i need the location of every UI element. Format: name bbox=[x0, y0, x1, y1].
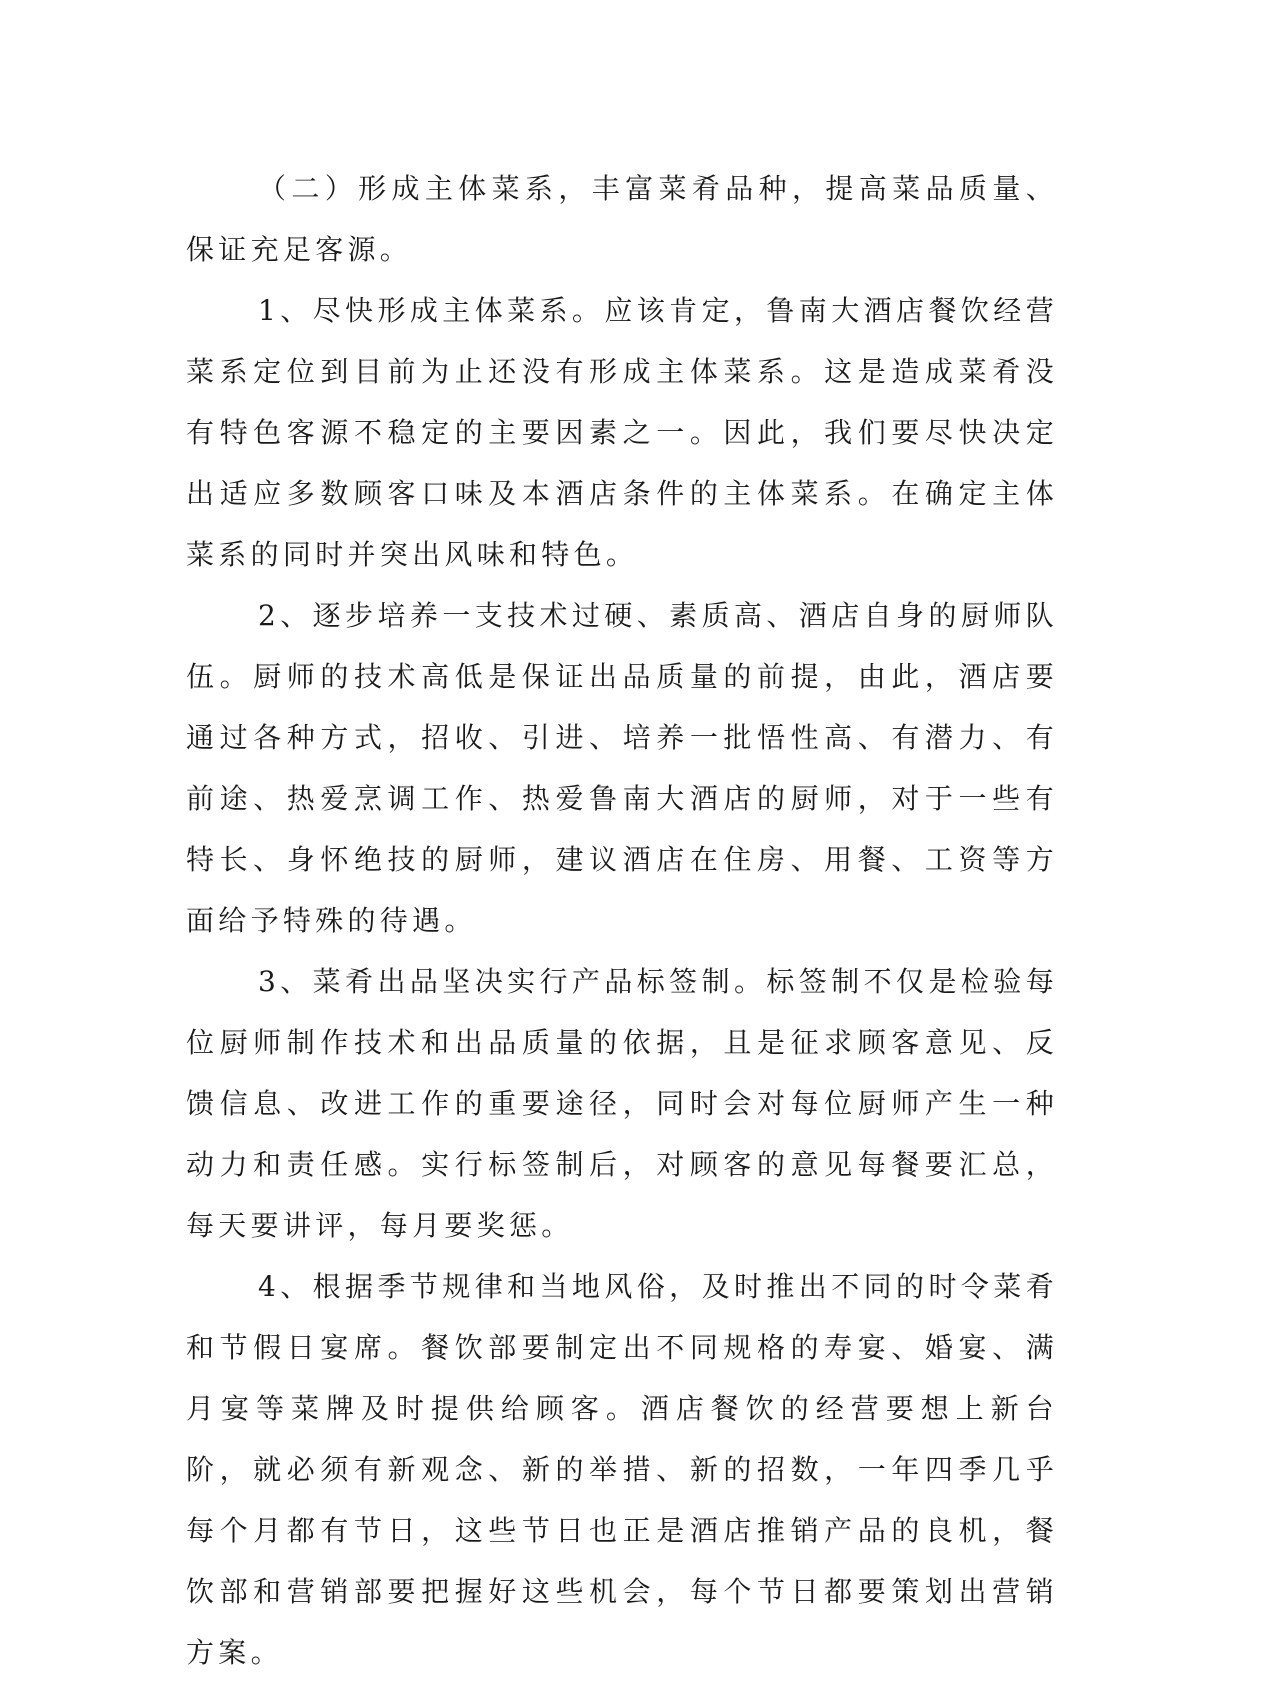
document-body bbox=[186, 158, 1058, 1683]
paragraph-item-3: 3、菜肴出品坚决实行产品标签制。标签制不仅是检验每位厨师制作技术和出品质量的依据，且是征求顾客意见、反馈信息、改进工作的重要途径，同时会对每位厨师产生一种动力和责任感。实行标签制后，对顾客的意见每餐要汇总，每天要讲评，每月要奖惩。 bbox=[186, 965, 1058, 1242]
section-heading-paragraph: （二）形成主体菜系，丰富菜肴品种，提高菜品质量、保证充足客源。 bbox=[186, 172, 1058, 266]
paragraph-item-1: 1、尽快形成主体菜系。应该肯定，鲁南大酒店餐饮经营菜系定位到目前为止还没有形成主体菜系。这是造成菜肴没有特色客源不稳定的主要因素之一。因此，我们要尽快决定出适应多数顾客口味及本酒店条件的主体菜系。在确定主体菜系的同时并突出风味和特色。 bbox=[186, 294, 1058, 571]
paragraph-item-4: 4、根据季节规律和当地风俗，及时推出不同的时令菜肴和节假日宴席。餐饮部要制定出不同规格的寿宴、婚宴、满月宴等菜牌及时提供给顾客。酒店餐饮的经营要想上新台阶，就必须有新观念、新的举措、新的招数，一年四季几乎每个月都有节日，这些节日也正是酒店推销产品的良机，餐饮部和营销部要把握好这些机会，每个节日都要策划出营销方案。 bbox=[186, 1270, 1058, 1669]
paragraph-item-2: 2、逐步培养一支技术过硬、素质高、酒店自身的厨师队伍。厨师的技术高低是保证出品质量的前提，由此，酒店要通过各种方式，招收、引进、培养一批悟性高、有潜力、有前途、热爱烹调工作、热爱鲁南大酒店的厨师，对于一些有特长、身怀绝技的厨师，建议酒店在住房、用餐、工资等方面给予特殊的待遇。 bbox=[186, 599, 1058, 937]
